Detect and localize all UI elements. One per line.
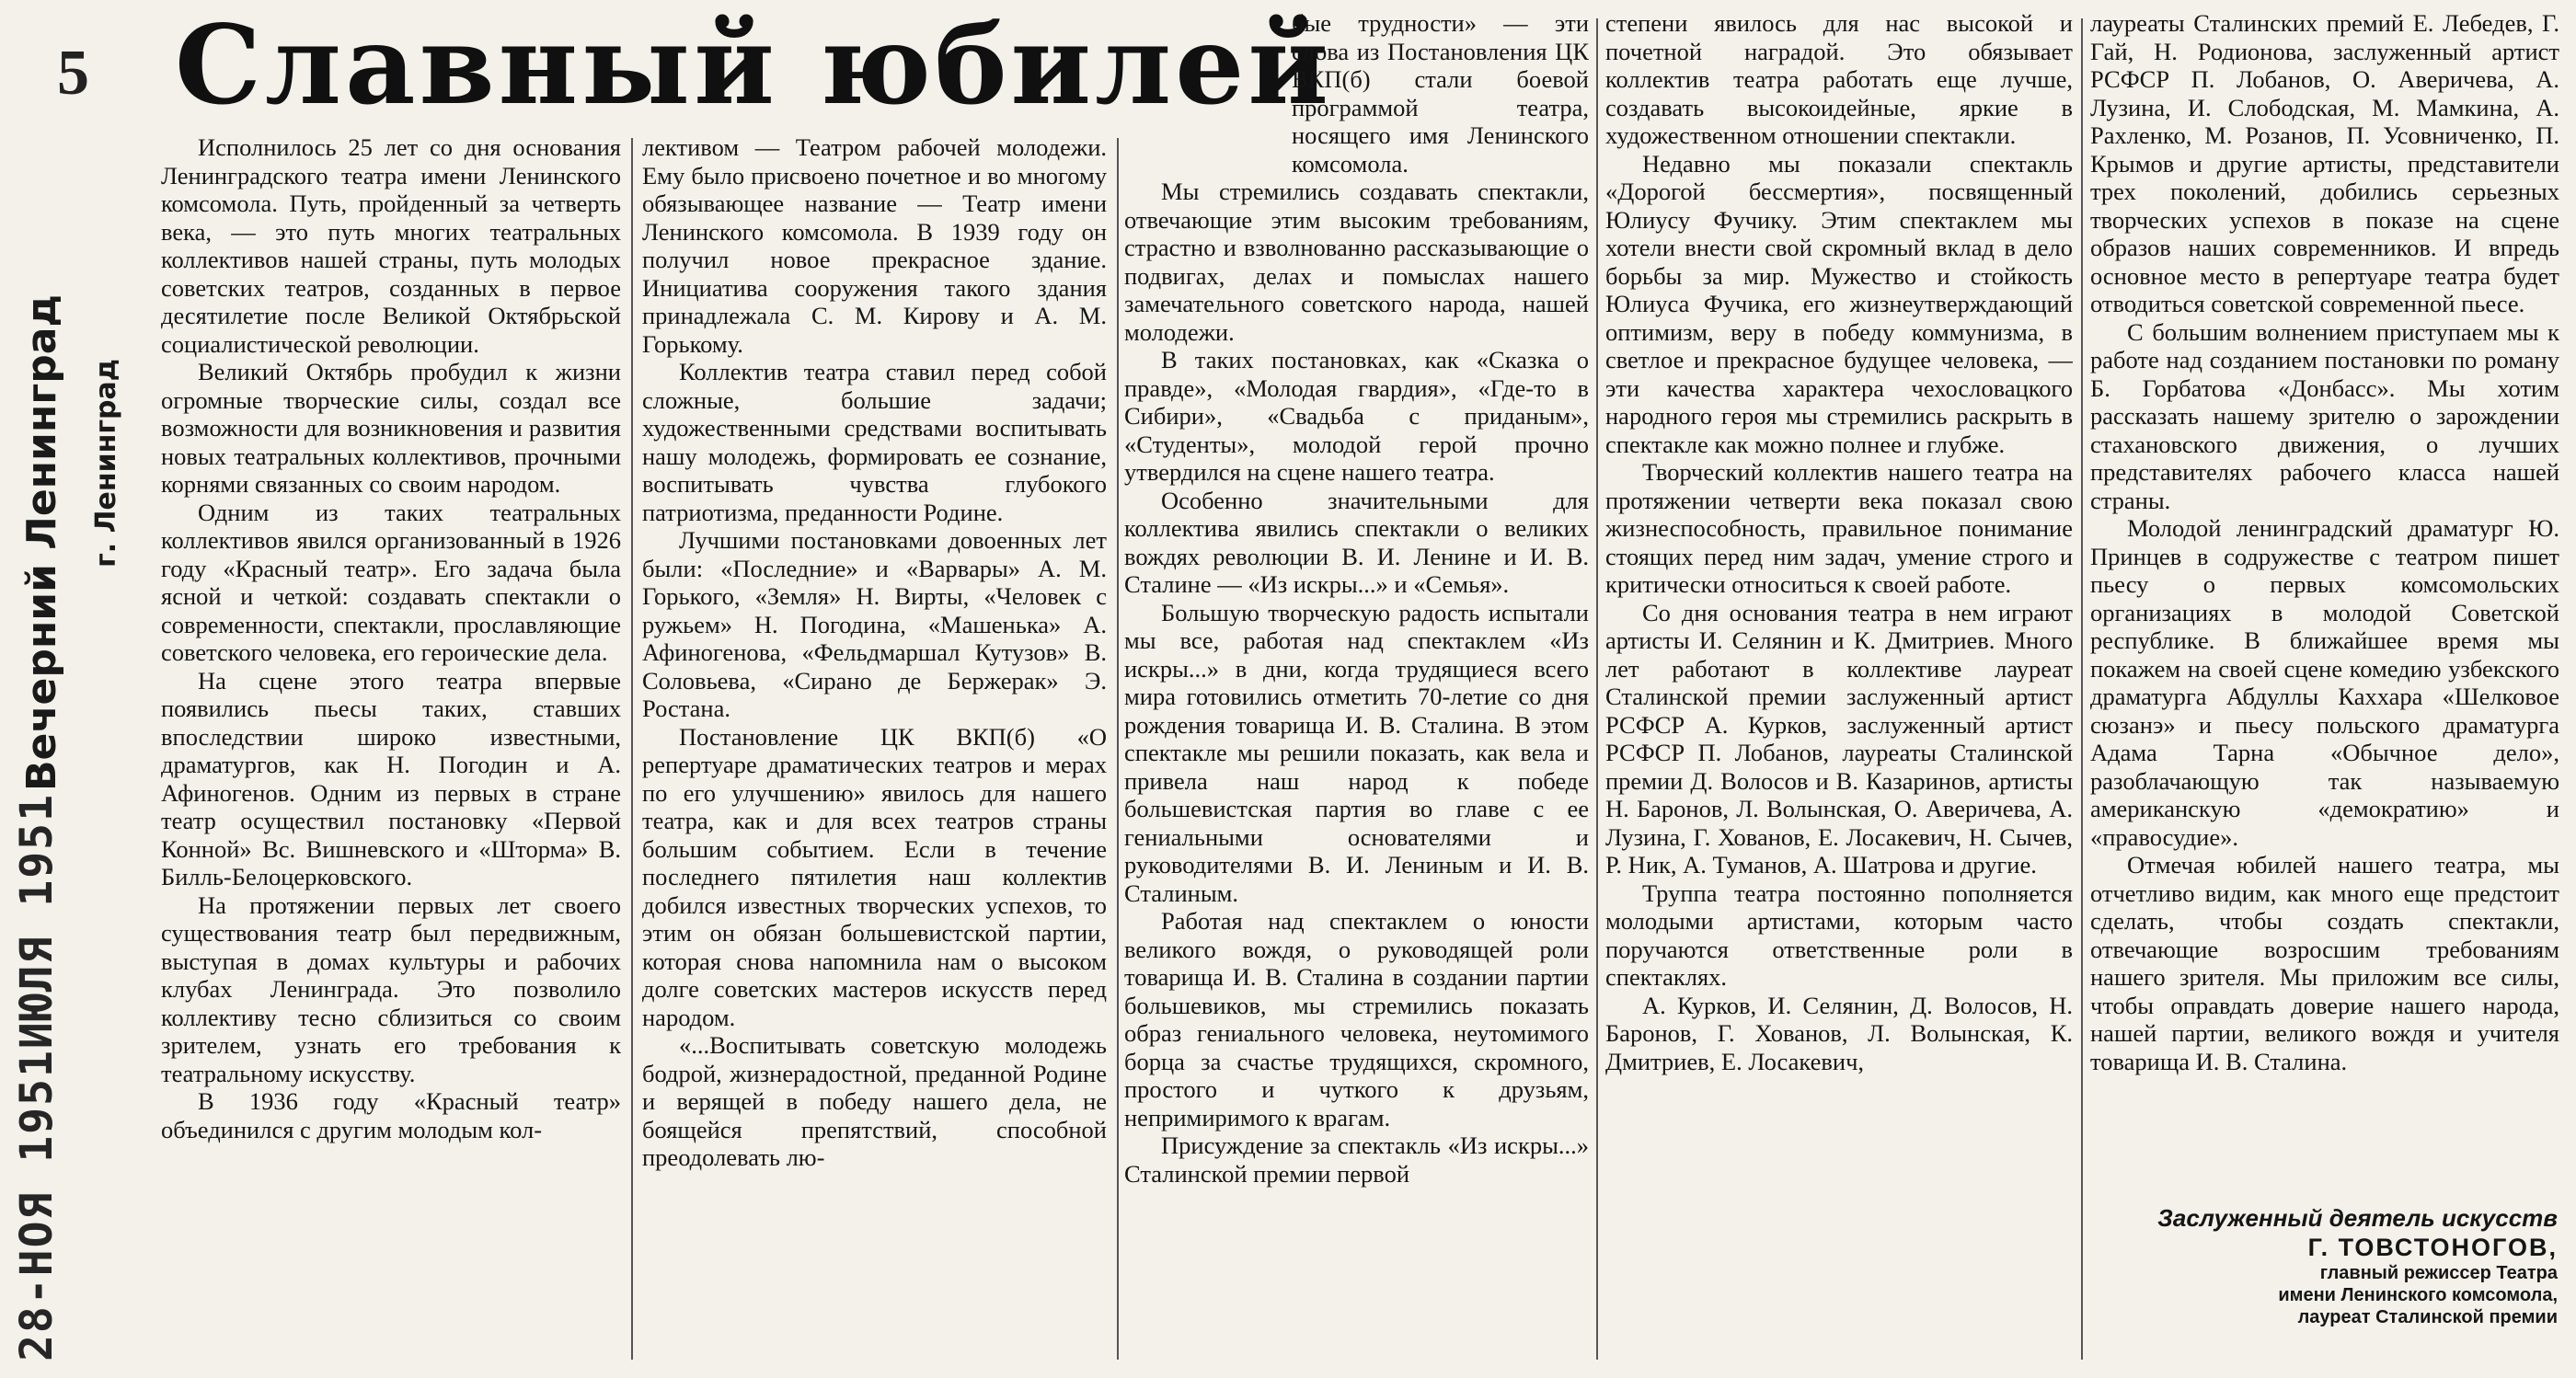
author-signature — [2093, 1203, 2558, 1328]
paragraph: На протяжении первых лет своего существования театр был передвижным, выступая в домах культуры и рабочих клубах Ленинграда. Это позволило коллективу тесно сблизиться со своим зрителем, узнать его требования к театральному искусству. — [161, 890, 621, 1087]
column-rule — [1117, 138, 1119, 1360]
article-column-5 — [2090, 9, 2559, 1196]
masthead-paper-name: Вечерний Ленинград — [18, 294, 65, 792]
article-column-1 — [161, 133, 621, 1371]
column-rule — [1596, 18, 1598, 1360]
paragraph: В 1936 году «Красный театр» объединился с другим молодым кол- — [161, 1087, 621, 1143]
signature-post-line: имени Ленинского комсомола, — [2278, 1285, 2558, 1305]
column-rule — [2081, 18, 2083, 1360]
paragraph: Творческий коллектив нашего театра на протяжении четверти века показал свою жизнеспособность, правильное понимание стоящих перед ним задач, умение строго и критически относиться к своей работе. — [1605, 458, 2073, 598]
paragraph: Отмечая юбилей нашего театра, мы отчетливо видим, как много еще предстоит сделать, чтобы создать спектакли, отвечающие возросшим требованиям нашего зрителя. Мы приложим все силы, чтобы оправдать доверие нашего народа, нашей партии, великого вождя и учителя товарища И. В. Сталина. — [2090, 851, 2559, 1075]
column-3-intro — [1292, 9, 1589, 178]
paragraph: лауреаты Сталинских премий Е. Лебедев, Г. Гай, Н. Родионова, заслуженный артист РСФСР П. Лобанов, О. Аверичева, А. Лузина, И. Слободская, М. Мамкина, А. Рахленко, М. Розанов, П. Усовниченко, П. Крымов и другие артисты, представители трех поколений, добились серьезных творческих успехов в показе на сцене образов наших современников. И впредь основное место в репертуаре театра будет отводиться советской современной пьесе. — [2090, 9, 2559, 317]
paragraph: Особенно значительными для коллектива явились спектакли о великих вождях революции В. И. Ленине и И. В. Сталине — «Из искры...» и «Семья». — [1124, 486, 1589, 598]
paragraph: «...Воспитывать советскую молодежь бодрой, жизнерадостной, преданной Родине и верящей в победу нашего дела, не боящейся препятствий, способной преодолевать лю- — [642, 1031, 1107, 1171]
masthead-city: г. Ленинград — [90, 359, 122, 568]
paragraph: Коллектив театра ставил перед собой сложные, большие задачи; художественными средствами воспитывать нашу молодежь, формировать ее сознание, воспитывать чувства глубокого патриотизма, преданности Родине. — [642, 358, 1107, 526]
paragraph: В таких постановках, как «Сказка о правде», «Молодая гвардия», «Где-то в Сибири», «Свадьба с приданым», «Студенты», молодой герой прочно утвердился на сцене нашего театра. — [1124, 346, 1589, 486]
paragraph: Лучшими постановками довоенных лет были: «Последние» и «Варвары» А. М. Горького, «Земля» Н. Вирты, «Человек с ружьем» Н. Погодина, «Машенька» А. Афиногенова, «Фельдмаршал Кутузов» В. Соловьева, «Сирано де Бержерак» Э. Ростана. — [642, 526, 1107, 722]
paragraph: Большую творческую радость испытали мы все, работая над спектаклем «Из искры...» в дни, когда трудящиеся всего мира готовились отметить 70-летие со дня рождения товарища И. В. Сталина. В этом спектакле мы решили показать, как вела и привела наш народ к победе большевистская партия во главе с ее гениальными основателями и руководителями В. И. Лениным и И. В. Сталиным. — [1124, 598, 1589, 907]
paragraph: Со дня основания театра в нем играют артисты И. Селянин и К. Дмитриев. Много лет работают в коллективе лауреат Сталинской премии заслуженный артист РСФСР А. Курков, заслуженный артист РСФСР П. Лобанов, лауреаты Сталинской премии Д. Волосов и В. Казаринов, артисты Н. Баронов, Л. Волынская, О. Аверичева, А. Лузина, Г. Хованов, Е. Лосакевич, Н. Сычев, Р. Ник, А. Туманов, А. Шатрова и другие. — [1605, 598, 2073, 878]
newspaper-masthead-stamp — [18, 294, 138, 791]
paragraph: Труппа театра постоянно пополняется молодыми артистами, которым часто поручаются ответственные роли в спектаклях. — [1605, 878, 2073, 991]
paragraph: Исполнилось 25 лет со дня основания Ленинградского театра имени Ленинского комсомола. Путь, пройденный за четверть века, — это путь многих театральных коллективов нашей страны, путь молодых советских театров, созданных в первое десятилетие после Великой Октябрьской социалистической революции. — [161, 133, 621, 358]
paragraph: Молодой ленинградский драматург Ю. Принцев в содружестве с театром пишет пьесу о первых комсомольских организациях в молодой Советской республике. В ближайшее время мы покажем на своей сцене комедию узбекского драматурга Абдуллы Каххара «Шелковое сюзанэ» и пьесу польского драматурга Адама Тарна «Обычное дело», разоблачающую так называемую американскую «демократию» и «правосудие». — [2090, 514, 2559, 851]
article-column-2 — [642, 133, 1107, 1371]
column-rule — [631, 138, 633, 1360]
signature-post-line: лауреат Сталинской премии — [2297, 1307, 2558, 1327]
date-stamp: 28-НОЯ 1951ИЮЛЯ 1951 — [11, 793, 63, 1361]
paragraph: С большим волнением приступаем мы к работе над созданием постановки по роману Б. Горбатова «Донбасс». Мы хотим рассказать нашему зрителю о зарождении стахановского движения, о лучших представителях рабочего класса нашей страны. — [2090, 317, 2559, 514]
paragraph: бые трудности» — эти слова из Постановления ЦК ВКП(б) стали боевой программой театра, носящего имя Ленинского комсомола. — [1292, 9, 1589, 178]
article-column-4 — [1605, 9, 2073, 1371]
paragraph: степени явилось для нас высокой и почетной наградой. Это обязывает коллектив театра работать еще лучше, создавать высокоидейные, яркие в художественном отношении спектакли. — [1605, 9, 2073, 149]
article-headline: Славный юбилей — [175, 1, 1332, 129]
paragraph: Одним из таких театральных коллективов явился организованный в 1926 году «Красный театр». Его задача была ясной и четкой: создавать спектакли о современности, спектакли, прославляющие советского человека, его героические дела. — [161, 498, 621, 666]
paragraph: Недавно мы показали спектакль «Дорогой бессмертия», посвященный Юлиусу Фучику. Этим спектаклем мы хотели внести свой скромный вклад в дело борьбы за мир. Мужество и стойкость Юлиуса Фучика, его жизнеутверждающий оптимизм, веру в победу коммунизма, в светлое и прекрасное будущее человека, — эти качества характера чехословацкого народного героя мы стремились раскрыть в спектакле как можно полнее и глубже. — [1605, 149, 2073, 458]
paragraph: А. Курков, И. Селянин, Д. Волосов, Н. Баронов, Г. Хованов, Л. Волынская, К. Дмитриев, Е. Лосакевич, — [1605, 991, 2073, 1075]
paragraph: Мы стремились создавать спектакли, отвечающие этим высоким требованиям, страстно и взволнованно рассказывающие о подвигах, делах и помыслах нашего замечательного советского народа, нашей молодежи. — [1124, 178, 1589, 346]
paragraph: Постановление ЦК ВКП(б) «О репертуаре драматических театров и мерах по его улучшению» явилось для нашего театра, как и для всех театров страны большим событием. Если в течение последнего пятилетия наш коллектив добился известных творческих успехов, то этим он обязан большевистской партии, которая снова напомнила нам о высоком долге советских мастеров искусств перед народом. — [642, 722, 1107, 1031]
signature-post-line: главный режиссер Театра — [2319, 1263, 2558, 1283]
paragraph: Работая над спектаклем о юности великого вождя, о руководящей роли товарища И. В. Сталина в создании партии большевиков, мы стремились показать образ гениального человека, неутомимого борца за счастье трудящихся, скромного, простого и чуткого к друзьям, непримиримого к врагам. — [1124, 907, 1589, 1131]
signature-name: Г. ТОВСТОНОГОВ, — [2307, 1234, 2558, 1261]
article-column-3 — [1124, 9, 1589, 1371]
handwritten-mark: 5 — [57, 38, 89, 109]
paragraph: Присуждение за спектакль «Из искры...» Сталинской премии первой — [1124, 1131, 1589, 1188]
paragraph: Великий Октябрь пробудил к жизни огромные творческие силы, создал все возможности для возникновения и развития новых театральных коллективов, прочными корнями связанных со своим народом. — [161, 358, 621, 498]
paragraph: лективом — Театром рабочей молодежи. Ему было присвоено почетное и во многому обязывающее название — Театр имени Ленинского комсомола. В 1939 году он получил новое прекрасное здание. Инициатива сооружения такого здания принадлежала С. М. Кирову и А. М. Горькому. — [642, 133, 1107, 358]
signature-rank: Заслуженный деятель искусств — [2157, 1204, 2558, 1232]
paragraph: На сцене этого театра впервые появились пьесы таких, ставших впоследствии широко известными, драматургов, как Н. Погодин и А. Афиногенов. Одним из первых в стране театр осуществил постановку «Первой Конной» Вс. Вишневского и «Шторма» В. Билль-Белоцерковского. — [161, 666, 621, 890]
